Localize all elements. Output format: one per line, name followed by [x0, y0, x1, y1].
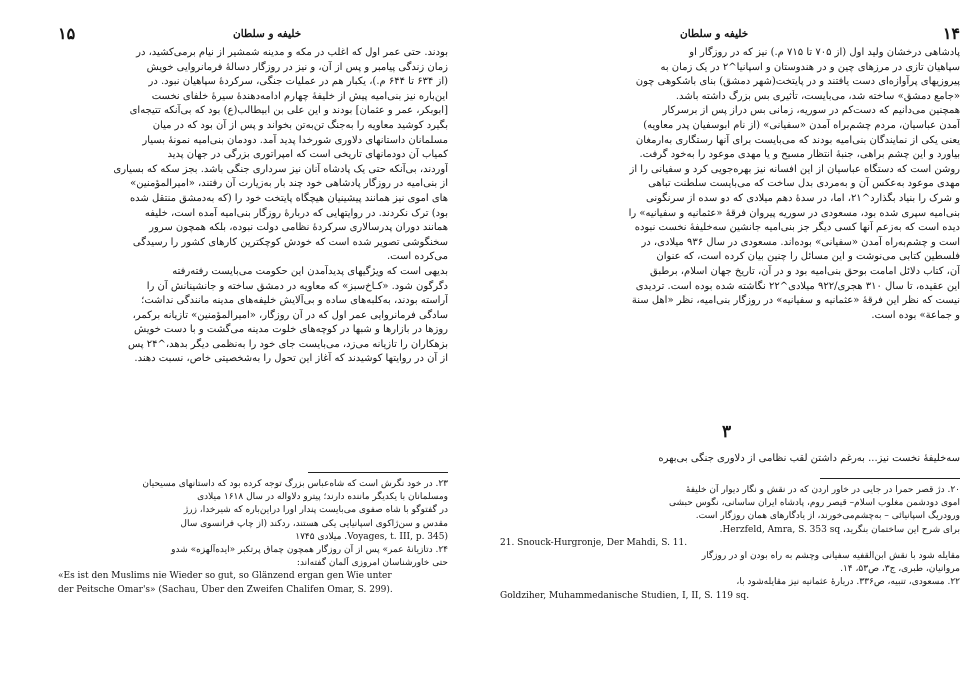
footnote-line: ۲۳. در خود نگرش است که شاه‌عباس بزرگ توجه کرده بود که داستانهای مسیحیان — [142, 479, 448, 489]
footnote-line: «Es ist den Muslims nie Wieder so gut, so Glänzend ergan gen Wie unter — [58, 571, 392, 582]
text-line: همانند دوران پدرسالاری سرکردهٔ نظامی دولت نبوده، بلکه همچون سرور — [149, 222, 448, 234]
text-line: بگیرد کوشید معاویه را به‌جنگ تن‌به‌تن بخواند و پس از آن بود که در میان — [152, 119, 448, 131]
text-line: دیده است که به‌زعم آنها کسی دیگر جز بنی‌امیه جانشین سه‌خلیفهٔ نخست نبوده — [634, 222, 960, 234]
footnote-line: مروانیان، طبری، ج۳، ص۵۳، ۱۴. — [840, 564, 960, 575]
header-title: خلیفه و سلطان — [233, 28, 302, 40]
text-line: سخنگوشی تصویر شده است که خودش کوچکترین کارهای کشور را رسیدگی — [132, 236, 448, 248]
footnote-line: ۲۴. دتازیانهٔ عمر» پس از آن روزگار همچون چماق پرتکبر «ایده‌آلهزه» شدو — [171, 544, 448, 555]
text-line: [ابوبکر، عمر و عثمان] بودند و این علی بن ابیطالب(ع) بود که بی‌آنکه تتیجه‌ای — [129, 105, 448, 117]
footnote-line: der Peitsche Omar's» (Sachau, Über den Zweifen Chalifen Omar, S. 299). — [58, 584, 393, 595]
text-line: سپاهیان تازی در مرزهای چین و در هندوستان و اسپانیا^۲ در یک زمان به — [660, 61, 960, 73]
page-15 — [58, 0, 448, 685]
text-line: «جامع دمشق» ساخته شد، می‌بایست، تأثیری بس بزرگ داشته باشد. — [675, 90, 960, 102]
text-line: فلسطین کتابی می‌نوشت و این مسائل را چنین بیان کرده است، که عنوان — [656, 251, 960, 263]
text-line: این عقیده، تا سال ۳۱۰ هجری/۹۲۲ میلادی^۲۲ نگاشته شده بوده است. تردیدی — [635, 280, 960, 292]
footnote-line: حتی خاورشناسان امروزی آلمان گفته‌اند: — [296, 558, 448, 569]
footnotes — [58, 478, 448, 597]
text-line: پادشاهی درخشان ولید اول (از ۷۰۵ تا ۷۱۵ م.) نیز که در روزگار او — [689, 47, 960, 58]
footnote-line: (Voyages, t. III, p. 345. میلادی ۱۷۴۵ — [295, 531, 448, 542]
page-number: ۱۴ — [942, 24, 960, 43]
text-line: سه‌خلیفهٔ نخست نیز... به‌رغم داشتن لقب نظامی از دلاوری جنگی بی‌بهره — [658, 453, 960, 464]
footnote-line: ۲۰. دژ قصر حمرا در جایی در خاور اردن که در نقش و نگار دیوار آن خلیفهٔ — [685, 485, 960, 495]
text-line: این‌باره نیز بنی‌امیه پیش از خلیفهٔ چهارم ادامه‌دهندهٔ سیرهٔ خلفای نخست — [151, 90, 448, 102]
text-line: از آن در روایتها کوشیدند که آغاز این تحول را به‌شخصیتی خاص، نسبت دهند. — [134, 353, 448, 365]
text-line: بیاورد و این چشم براهی، جنبهٔ انتظار مسیح و یا مهدی موعود را به‌خود گرفت. — [639, 149, 960, 161]
text-line: (از ۶۳۴ تا ۶۴۴ م.)، یکبار هم در عملیات جنگی، سرکردهٔ سپاهیان نبود. در — [148, 76, 448, 88]
text-line: آمدن عباسیان، مردم چشم‌براه آمدن «سفیانی» (از نام ابوسفیان پدر معاویه) — [643, 119, 960, 131]
text-line: آن، کتاب دلائل امامت بوحق بنی‌امیه بود و در آن، تاریخ جهان اسلام، برطبق — [649, 265, 960, 277]
page-number: ۱۵ — [58, 24, 76, 43]
body-text — [58, 46, 448, 367]
text-line: روزها در بازارها و شبها در کوچه‌های خلوت مدینه می‌گشت و با دست خویش — [133, 324, 448, 336]
text-line: بنی‌امیه سپری شده بود، مسعودی در سوریه پیروان فرقهٔ «عثمانیه و سفیانیه» را — [628, 207, 960, 219]
text-line: کمیاب آن دودمانهای تاریخی است که امپراتوری بزرگی در جهان پدید — [167, 149, 448, 161]
footnote-line: برای شرح این ساختمان بنگرید، Herzfeld, Amra, S. 353 sq. — [719, 524, 960, 535]
text-line: بود) ترک نکردند. در روایتهایی که دربارهٔ روزگار بنی‌امیه آمده است، خلیفه — [144, 207, 448, 219]
text-line: همچنین می‌دانیم که دست‌کم در سوریه، زمانی بس دراز پس از برسرکار — [662, 105, 960, 117]
footnotes — [500, 484, 960, 603]
footnote-line: اموی دودشمن مغلوب اسلام– قیصر روم، پادشاه ایران ساسانی، نگوس حبشی — [668, 498, 960, 509]
text-line: می‌کرده است. — [387, 251, 448, 263]
text-line: روشن است که دستگاه عباسیان از این افسانه نیز بهره‌جویی کرد و سفیانی را از — [629, 163, 960, 175]
text-line: نیست که نظر این فرقهٔ «عثمانیه و سفیانیه» در روزگار بنی‌امیه، نظر «اهل سنة — [631, 295, 960, 307]
page-14 — [500, 0, 960, 685]
footnote-line: ومسلمانان با یکدیگر ماننده دارند؛ پیترو دلاواله در سال ۱۶۱۸ میلادی — [197, 492, 448, 503]
text-line: بودند. حتی عمر اول که اغلب در مکه و مدینه شمشیر از نیام برمی‌کشید، در — [136, 47, 448, 58]
footnote-line: مقایله شود با نقش ابن‌القفیه سفیانی وچشم به راه بودن او در روزگار — [701, 550, 960, 561]
text-line: و شرک را بنیاد بگذارد^۲۱، اما، در سدهٔ دهم میلادی که دو سده از سرنگونی — [645, 192, 960, 204]
footnote-line: 21. Snouck-Hurgronje, Der Mahdi, S. 11. — [500, 537, 688, 548]
footnote-line: در گفتوگو با شاه صفوی می‌بایست پندار اورا دراین‌باره که شیرخدا، زرژ — [183, 505, 448, 516]
text-line: و جماعة» بوده است. — [871, 309, 960, 321]
text-line: بزهکاران را تازیانه می‌زد، می‌بایست جای خود را به‌نظمی دیگر بدهد،^۲۴ پس — [128, 338, 448, 350]
running-header — [500, 24, 960, 46]
footnote-divider — [820, 478, 960, 479]
footnote-line: Goldziher, Muhammedanische Studien, I, II, S. 119 sq. — [500, 590, 750, 601]
section-number: ۳ — [722, 422, 732, 442]
text-line: یعنی یکی از نمایندگان بنی‌امیه بودند که می‌بایست برای آنها رستگاری به‌ارمغان — [635, 134, 960, 146]
footnote-line: ورودریگ اسپانیائی – به‌چشم‌می‌خورند، از یادگارهای همان روزگار است. — [695, 511, 960, 522]
body-text — [500, 46, 960, 323]
section-text — [500, 452, 960, 467]
text-line: زمان زندگی پیامبر و پس از آن، و نیز در روزگار دسالهٔ فرمانروایی خویش — [146, 61, 448, 73]
running-header — [58, 24, 448, 46]
text-line: آراسته بودند، به‌کلبه‌های ساده و بی‌آلایش خلیفه‌های مدینه مانندگی نداشت؛ — [141, 295, 448, 307]
text-line: مسلمانان داستانهای دلاوری شورخدا پدید آمد. دودمان بنی‌امیه نمونهٔ بسیار — [142, 134, 448, 146]
header-title: خلیفه و سلطان — [680, 28, 749, 40]
text-line: مهدی موعود به‌عکس آن و به‌مردی بدل ساخت که می‌بایست سلطنت تباهی — [648, 178, 960, 190]
footnote-line: ۲۲. مسعودی، تنبیه، ص۳۳۶. دربارهٔ عثمانیه نیز مقایله‌شود با، — [736, 577, 960, 588]
text-line: از بنی‌امیه در روزگار پادشاهی خود چند بار به‌زیارت آن رفتند، «امیرالمؤمنین» — [130, 178, 448, 190]
text-line: است و چشم‌به‌راه آمدن «سفیانی» بوده‌اند. مسعودی در سال ۹۳۶ میلادی، در — [641, 236, 960, 248]
text-line: بدیهی است که ویژگیهای پدیدآمدن این حکومت می‌بایست رفته‌رفته — [172, 265, 448, 277]
text-line: دگرگون شود. «کـاخ‌سبز» که معاویه در دمشق ساخته و جانشینانش آن را — [146, 280, 448, 292]
text-line: پیروزیهای پرآوازه‌ای دست یافتند و در پایتخت(شهر دمشق) بنای باشکوهی چون — [635, 76, 960, 88]
text-line: های اموی نیز همانند پیشینیان هیچگاه پایتخت خود را (که به‌دمشق منتقل شده — [129, 192, 448, 204]
footnote-divider — [308, 472, 448, 473]
text-line: آوردند، بی‌آنکه حتی یک پادشاه آنان نیز سرداری جنگی باشد. بجز سکه که بسیاری — [113, 163, 448, 175]
footnote-line: مقدس و سن‌ژاکوی اسپانیایی یکی هستند، ردکند (از چاپ فرانسوی سال — [180, 518, 448, 529]
text-line: سادگی فرمانروایی عمر اول که در آن روزگار، «امیرالمؤمنین» تازیانه برکمر، — [132, 309, 448, 321]
